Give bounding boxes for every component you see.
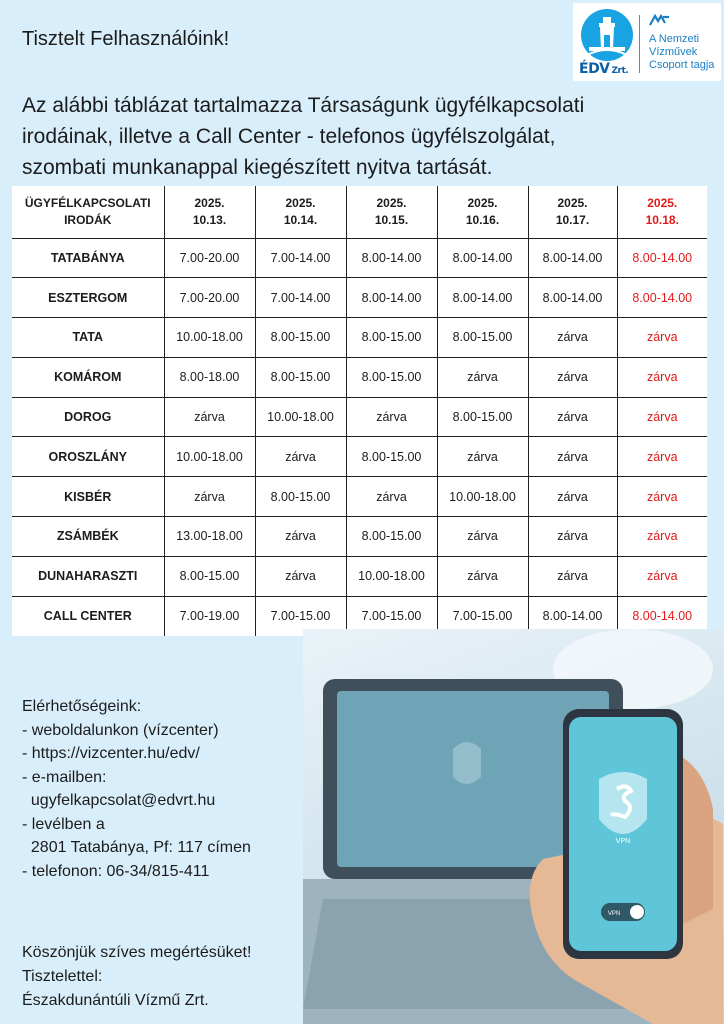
hours-cell: 8.00-15.00 [346,437,437,477]
office-name: DOROG [12,397,164,437]
nvcs-line-1: A Nemzeti [649,33,700,45]
hours-cell: zárva [617,556,707,596]
table-row [12,318,707,358]
hours-cell: 8.00-14.00 [346,238,437,278]
table-row [12,517,707,557]
closing [22,941,251,1013]
header-year: 2025. [285,195,316,210]
hours-cell: zárva [617,437,707,477]
hours-cell: 8.00-15.00 [437,318,528,358]
hours-cell: 8.00-15.00 [346,517,437,557]
contact-line: 2801 Tatabánya, Pf: 117 címen [22,839,251,856]
hours-cell: zárva [528,477,617,517]
office-name: TATABÁNYA [12,238,164,278]
hours-cell: zárva [528,556,617,596]
opening-hours-table [12,186,707,636]
contacts [22,695,251,883]
table-row [12,477,707,517]
table-row [12,278,707,318]
header-year: 2025. [647,195,678,210]
hours-cell: zárva [164,397,255,437]
edv-wordmark [579,61,628,77]
table-row [12,556,707,596]
hours-cell: 7.00-20.00 [164,278,255,318]
hours-cell: 7.00-20.00 [164,238,255,278]
hours-cell: 8.00-14.00 [617,238,707,278]
smartphone-icon [563,709,683,959]
header-year: 2025. [467,195,498,210]
office-name: CALL CENTER [12,596,164,636]
hours-cell: 7.00-14.00 [255,278,346,318]
table-header-row [12,186,707,238]
hours-cell: zárva [528,318,617,358]
hours-cell: 8.00-15.00 [255,318,346,358]
office-name: TATA [12,318,164,358]
header-day: 10.14. [283,212,318,227]
intro-text: Az alábbi táblázat tartalmazza Társaságunk ügyfélkapcsolati irodáinak, illetve a Call Center - telefonos ügyfélszolgálat, szombati munkanappal kiegészített nyitva tartását. [22,94,585,179]
hours-cell: zárva [617,477,707,517]
hours-cell: zárva [437,437,528,477]
hours-cell: zárva [528,437,617,477]
hours-cell: 8.00-14.00 [528,596,617,636]
office-name: KISBÉR [12,477,164,517]
header-day: 10.15. [374,212,409,227]
hours-cell: zárva [528,357,617,397]
hours-cell: zárva [617,517,707,557]
header-date-2 [255,186,346,238]
hours-cell: zárva [528,397,617,437]
table-row [12,238,707,278]
vpn-label: VPN [615,838,631,845]
hours-cell: 10.00-18.00 [255,397,346,437]
hours-cell: 7.00-15.00 [437,596,528,636]
header-offices [12,186,164,238]
tower-logo-icon [581,9,633,61]
hours-cell: zárva [437,517,528,557]
header-date-1 [164,186,255,238]
header-year: 2025. [376,195,407,210]
hours-cell: 8.00-14.00 [528,278,617,318]
header-offices-line-2: IRODÁK [64,212,112,227]
hours-cell: 10.00-18.00 [346,556,437,596]
office-name: ESZTERGOM [12,278,164,318]
hours-cell: 8.00-14.00 [528,238,617,278]
hours-cell: zárva [437,357,528,397]
office-name: ZSÁMBÉK [12,517,164,557]
hours-cell: 8.00-15.00 [255,477,346,517]
nvcs-text [649,33,721,72]
nvcs-mark-icon [649,13,671,32]
contact-line: - e-mailben: [22,768,107,786]
hours-cell: 8.00-14.00 [632,609,693,624]
table-row [12,437,707,477]
contact-line: - telefonon: 06-34/815-411 [22,862,210,880]
hours-cell: 8.00-18.00 [164,357,255,397]
header-date-5 [528,186,617,238]
photo-phone-vpn [303,629,724,1024]
hours-cell: zárva [617,357,707,397]
nvcs-line-2: Vízművek [649,46,698,58]
table-row [12,397,707,437]
header-year: 2025. [194,195,225,210]
hours-cell: zárva [617,318,707,358]
header-day: 10.18. [645,212,679,227]
office-name: KOMÁROM [12,357,164,397]
header-year: 2025. [557,195,588,210]
hours-cell: 7.00-15.00 [255,596,346,636]
contact-line: - levélben a [22,815,105,833]
hours-cell: 8.00-14.00 [346,278,437,318]
header-date-3 [346,186,437,238]
hours-cell: zárva [346,477,437,517]
logo-card [573,3,721,81]
header-date-6-saturday [617,186,707,238]
edv-wordmark-suffix: Zrt. [611,66,629,76]
hours-cell: 10.00-18.00 [437,477,528,517]
hours-cell: 13.00-18.00 [164,517,255,557]
contacts-title: Elérhetőségeink: [22,698,142,715]
office-name: DUNAHARASZTI [12,556,164,596]
edv-wordmark-main: ÉDV [579,61,610,77]
contact-line: - weboldalunkon (vízcenter) [22,721,219,739]
header-offices-line-1: ÜGYFÉLKAPCSOLATI [24,195,151,210]
header-day: 10.13. [192,212,227,227]
logo-divider [639,15,640,73]
hours-cell: 7.00-14.00 [255,238,346,278]
hours-cell: zárva [255,556,346,596]
hours-cell: zárva [617,397,707,437]
hours-cell: 8.00-14.00 [437,238,528,278]
hours-cell: 8.00-15.00 [346,318,437,358]
hours-cell: 8.00-15.00 [164,556,255,596]
hours-cell: zárva [346,397,437,437]
hours-cell: 8.00-15.00 [255,357,346,397]
hours-cell: zárva [437,556,528,596]
hours-cell: 7.00-15.00 [346,596,437,636]
hours-cell: zárva [164,477,255,517]
hours-cell: 8.00-14.00 [617,278,707,318]
hours-cell: 10.00-18.00 [164,437,255,477]
hours-cell: 7.00-19.00 [164,596,255,636]
hours-cell: 10.00-18.00 [164,318,255,358]
hours-cell: zárva [255,517,346,557]
hours-cell: 8.00-15.00 [346,357,437,397]
table-row [12,357,707,397]
closing-regards: Tisztelettel: [22,968,103,985]
nvcs-line-3: Csoport tagja [649,59,715,71]
header-day: 10.17. [555,212,590,227]
office-name: OROSZLÁNY [12,437,164,477]
vpn-toggle-label: VPN [607,911,621,917]
contact-line: - https://vizcenter.hu/edv/ [22,745,200,762]
closing-thanks: Köszönjük szíves megértésüket! [22,944,252,961]
hours-cell: 8.00-14.00 [437,278,528,318]
header-date-4 [437,186,528,238]
contact-line: ugyfelkapcsolat@edvrt.hu [22,792,216,809]
hours-cell: 8.00-15.00 [437,397,528,437]
closing-company: Északdunántúli Vízmű Zrt. [22,992,209,1009]
greeting: Tisztelt Felhasználóink! [22,28,230,50]
header-day: 10.16. [465,212,500,227]
hours-cell: zárva [255,437,346,477]
hours-cell: zárva [528,517,617,557]
